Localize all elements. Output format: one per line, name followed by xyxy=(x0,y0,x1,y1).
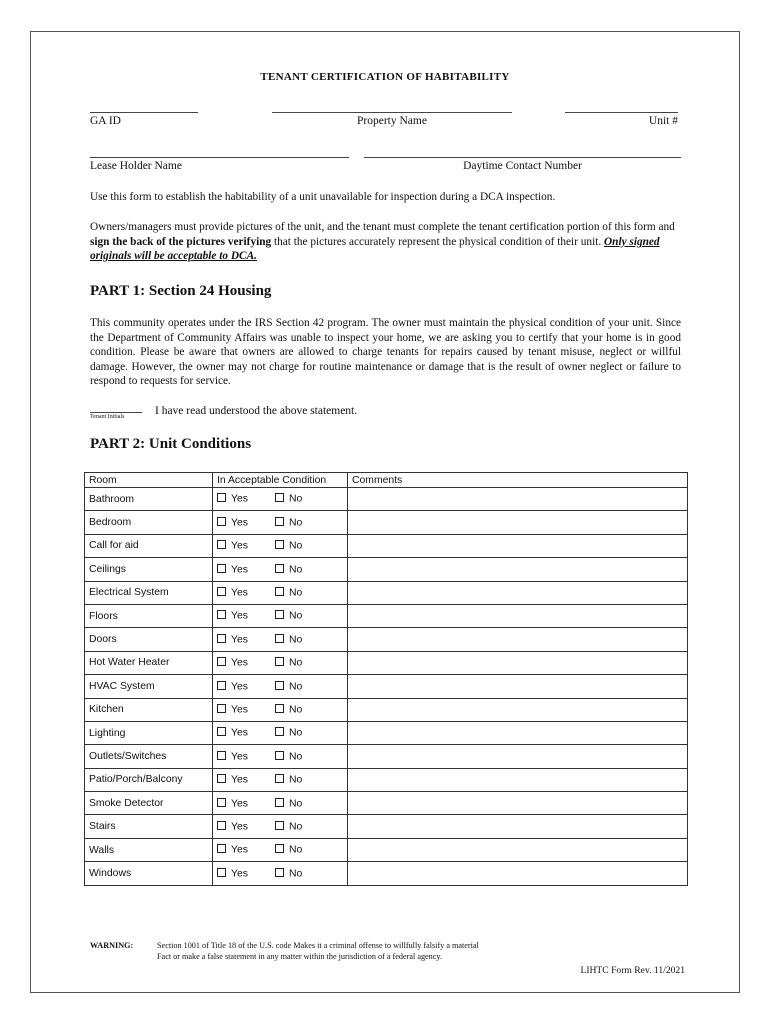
yes-option[interactable] xyxy=(217,657,275,669)
no-label: No xyxy=(289,587,303,599)
comments-cell[interactable] xyxy=(348,721,688,744)
checkbox-icon[interactable] xyxy=(217,727,226,736)
no-label: No xyxy=(289,868,303,880)
no-option[interactable] xyxy=(275,657,302,669)
room-name: Bathroom xyxy=(85,488,213,511)
checkbox-icon[interactable] xyxy=(217,704,226,713)
yes-label: Yes xyxy=(231,751,248,763)
table-row xyxy=(85,511,688,534)
yes-label: Yes xyxy=(231,540,248,552)
yes-option[interactable] xyxy=(217,634,275,646)
checkbox-icon[interactable] xyxy=(275,798,284,807)
no-option[interactable] xyxy=(275,493,302,505)
comments-cell[interactable] xyxy=(348,792,688,815)
comments-cell[interactable] xyxy=(348,604,688,627)
checkbox-icon[interactable] xyxy=(275,751,284,760)
checkbox-icon[interactable] xyxy=(275,868,284,877)
comments-cell[interactable] xyxy=(348,511,688,534)
checkbox-icon[interactable] xyxy=(217,798,226,807)
checkbox-icon[interactable] xyxy=(275,704,284,713)
warning-line-1: Section 1001 of Title 18 of the U.S. code Makes it a criminal offense to willfully falsify a material xyxy=(157,941,479,950)
header-comments: Comments xyxy=(348,473,688,488)
room-name: Doors xyxy=(85,628,213,651)
warning-label: WARNING: xyxy=(90,941,134,950)
table-row xyxy=(85,604,688,627)
condition-options xyxy=(213,838,348,861)
no-option[interactable] xyxy=(275,727,302,739)
checkbox-icon[interactable] xyxy=(275,517,284,526)
table-row xyxy=(85,651,688,674)
yes-option[interactable] xyxy=(217,681,275,693)
comments-cell[interactable] xyxy=(348,768,688,791)
room-name: Stairs xyxy=(85,815,213,838)
table-row xyxy=(85,815,688,838)
ga-id-label: GA ID xyxy=(90,115,121,127)
checkbox-icon[interactable] xyxy=(217,634,226,643)
comments-cell[interactable] xyxy=(348,488,688,511)
checkbox-icon[interactable] xyxy=(217,493,226,502)
part1-text: This community operates under the IRS Section 42 program. The owner must maintain the physical condition of your unit. Since the Department of Community Affairs was unable to inspect your home, we are asking you to certify that your home is in good condition. Please be aware that owners are allowed to charge tenants for repairs caused by tenant misuse, neglect or willful damage. However, the owner may not charge for routine maintenance or damage that is the result of owner neglect or failure to respond to requests for service. xyxy=(90,317,681,388)
condition-options xyxy=(213,604,348,627)
property-name-field[interactable] xyxy=(272,112,512,127)
no-label: No xyxy=(289,634,303,646)
intro-text: Use this form to establish the habitability of a unit unavailable for inspection during a DCA inspection. xyxy=(90,191,556,203)
no-option[interactable] xyxy=(275,587,302,599)
condition-options xyxy=(213,698,348,721)
checkbox-icon[interactable] xyxy=(275,681,284,690)
checkbox-icon[interactable] xyxy=(275,493,284,502)
table-row xyxy=(85,558,688,581)
no-label: No xyxy=(289,727,303,739)
no-label: No xyxy=(289,493,303,505)
comments-cell[interactable] xyxy=(348,698,688,721)
yes-option[interactable] xyxy=(217,727,275,739)
yes-label: Yes xyxy=(231,587,248,599)
table-row xyxy=(85,745,688,768)
form-page xyxy=(30,31,740,993)
condition-options xyxy=(213,581,348,604)
checkbox-icon[interactable] xyxy=(275,587,284,596)
form-title: TENANT CERTIFICATION OF HABITABILITY xyxy=(260,71,510,83)
yes-label: Yes xyxy=(231,821,248,833)
condition-options xyxy=(213,558,348,581)
owners-text-emphasis: Only signed originals will be acceptable to DCA. xyxy=(90,235,660,263)
comments-cell[interactable] xyxy=(348,628,688,651)
yes-option[interactable] xyxy=(217,821,275,833)
no-label: No xyxy=(289,681,303,693)
checkbox-icon[interactable] xyxy=(217,610,226,619)
no-label: No xyxy=(289,774,303,786)
room-name: Bedroom xyxy=(85,511,213,534)
checkbox-icon[interactable] xyxy=(275,634,284,643)
checkbox-icon[interactable] xyxy=(275,657,284,666)
checkbox-icon[interactable] xyxy=(217,821,226,830)
yes-label: Yes xyxy=(231,681,248,693)
comments-cell[interactable] xyxy=(348,534,688,557)
condition-options xyxy=(213,628,348,651)
header-condition: In Acceptable Condition xyxy=(213,473,348,488)
no-option[interactable] xyxy=(275,774,302,786)
table-row xyxy=(85,581,688,604)
room-name: Patio/Porch/Balcony xyxy=(85,768,213,791)
condition-options xyxy=(213,651,348,674)
room-name: Walls xyxy=(85,838,213,861)
room-name: HVAC System xyxy=(85,675,213,698)
no-option[interactable] xyxy=(275,540,302,552)
daytime-contact-field[interactable] xyxy=(364,157,681,172)
checkbox-icon[interactable] xyxy=(275,564,284,573)
checkbox-icon[interactable] xyxy=(217,868,226,877)
warning-notice xyxy=(90,940,479,962)
table-row xyxy=(85,675,688,698)
condition-options xyxy=(213,862,348,885)
daytime-contact-label: Daytime Contact Number xyxy=(463,160,582,172)
no-label: No xyxy=(289,751,303,763)
owners-text-bold: sign the back of the pictures verifying xyxy=(90,235,272,248)
table-row xyxy=(85,488,688,511)
checkbox-icon[interactable] xyxy=(217,774,226,783)
checkbox-icon[interactable] xyxy=(217,564,226,573)
comments-cell[interactable] xyxy=(348,815,688,838)
comments-cell[interactable] xyxy=(348,862,688,885)
yes-option[interactable] xyxy=(217,798,275,810)
no-option[interactable] xyxy=(275,517,302,529)
condition-options xyxy=(213,511,348,534)
checkbox-icon[interactable] xyxy=(275,727,284,736)
table-row xyxy=(85,721,688,744)
yes-option[interactable] xyxy=(217,868,275,880)
table-row xyxy=(85,698,688,721)
room-name: Outlets/Switches xyxy=(85,745,213,768)
part2-heading: PART 2: Unit Conditions xyxy=(90,436,252,452)
room-name: Electrical System xyxy=(85,581,213,604)
yes-option[interactable] xyxy=(217,774,275,786)
property-name-label: Property Name xyxy=(357,115,427,127)
condition-options xyxy=(213,534,348,557)
yes-label: Yes xyxy=(231,868,248,880)
no-option[interactable] xyxy=(275,868,302,880)
room-name: Ceilings xyxy=(85,558,213,581)
table-row xyxy=(85,792,688,815)
checkbox-icon[interactable] xyxy=(217,517,226,526)
checkbox-icon[interactable] xyxy=(217,657,226,666)
comments-cell[interactable] xyxy=(348,581,688,604)
comments-cell[interactable] xyxy=(348,558,688,581)
no-label: No xyxy=(289,657,303,669)
checkbox-icon[interactable] xyxy=(275,844,284,853)
table-header-row xyxy=(85,473,688,488)
yes-option[interactable] xyxy=(217,540,275,552)
checkbox-icon[interactable] xyxy=(217,540,226,549)
room-name: Smoke Detector xyxy=(85,792,213,815)
checkbox-icon[interactable] xyxy=(217,681,226,690)
no-label: No xyxy=(289,821,303,833)
checkbox-icon[interactable] xyxy=(275,774,284,783)
yes-option[interactable] xyxy=(217,564,275,576)
room-name: Kitchen xyxy=(85,698,213,721)
yes-label: Yes xyxy=(231,727,248,739)
tenant-initials-field[interactable] xyxy=(90,412,142,420)
checkbox-icon[interactable] xyxy=(275,610,284,619)
comments-cell[interactable] xyxy=(348,745,688,768)
warning-line-2: Fact or make a false statement in any matter within the jurisdiction of a federal agency. xyxy=(157,952,443,961)
yes-label: Yes xyxy=(231,798,248,810)
no-option[interactable] xyxy=(275,610,302,622)
owners-text-1: Owners/managers must provide pictures of the unit, and the tenant must complete the tenant certification portion of this form and xyxy=(90,221,675,233)
yes-label: Yes xyxy=(231,704,248,716)
yes-label: Yes xyxy=(231,657,248,669)
checkbox-icon[interactable] xyxy=(217,844,226,853)
comments-cell[interactable] xyxy=(348,838,688,861)
condition-options xyxy=(213,768,348,791)
owners-text-2: that the pictures accurately represent the physical condition of their unit. xyxy=(271,235,604,248)
comments-cell[interactable] xyxy=(348,651,688,674)
unit-label: Unit # xyxy=(648,115,678,127)
owners-paragraph xyxy=(90,220,681,264)
no-option[interactable] xyxy=(275,681,302,693)
no-option[interactable] xyxy=(275,798,302,810)
no-label: No xyxy=(289,844,303,856)
condition-options xyxy=(213,721,348,744)
table-row xyxy=(85,838,688,861)
no-option[interactable] xyxy=(275,751,302,763)
form-revision: LIHTC Form Rev. 11/2021 xyxy=(580,965,685,976)
no-option[interactable] xyxy=(275,564,302,576)
no-label: No xyxy=(289,704,303,716)
condition-options xyxy=(213,815,348,838)
no-option[interactable] xyxy=(275,821,302,833)
room-name: Lighting xyxy=(85,721,213,744)
table-row xyxy=(85,628,688,651)
yes-label: Yes xyxy=(231,517,248,529)
lease-holder-field[interactable] xyxy=(90,157,349,172)
yes-label: Yes xyxy=(231,774,248,786)
unit-field[interactable] xyxy=(565,112,678,127)
room-name: Call for aid xyxy=(85,534,213,557)
yes-option[interactable] xyxy=(217,610,275,622)
room-name: Floors xyxy=(85,604,213,627)
table-row xyxy=(85,768,688,791)
yes-option[interactable] xyxy=(217,587,275,599)
no-label: No xyxy=(289,610,303,622)
yes-option[interactable] xyxy=(217,493,275,505)
condition-options xyxy=(213,745,348,768)
yes-label: Yes xyxy=(231,634,248,646)
room-name: Hot Water Heater xyxy=(85,651,213,674)
table-row xyxy=(85,534,688,557)
part1-heading: PART 1: Section 24 Housing xyxy=(90,283,272,299)
yes-option[interactable] xyxy=(217,751,275,763)
checkbox-icon[interactable] xyxy=(217,587,226,596)
yes-option[interactable] xyxy=(217,517,275,529)
acknowledgement-statement: I have read understood the above statement. xyxy=(155,405,358,417)
header-room: Room xyxy=(85,473,213,488)
no-label: No xyxy=(289,540,303,552)
no-label: No xyxy=(289,564,303,576)
checkbox-icon[interactable] xyxy=(275,821,284,830)
lease-holder-label: Lease Holder Name xyxy=(90,160,182,172)
condition-options xyxy=(213,792,348,815)
no-option[interactable] xyxy=(275,634,302,646)
tenant-initials-label: Tenant Initials xyxy=(90,414,125,420)
no-option[interactable] xyxy=(275,704,302,716)
yes-label: Yes xyxy=(231,610,248,622)
no-option[interactable] xyxy=(275,844,302,856)
comments-cell[interactable] xyxy=(348,675,688,698)
condition-options xyxy=(213,675,348,698)
yes-option[interactable] xyxy=(217,704,275,716)
yes-label: Yes xyxy=(231,493,248,505)
checkbox-icon[interactable] xyxy=(217,751,226,760)
checkbox-icon[interactable] xyxy=(275,540,284,549)
no-label: No xyxy=(289,798,303,810)
room-name: Windows xyxy=(85,862,213,885)
condition-options xyxy=(213,488,348,511)
table-row xyxy=(85,862,688,885)
yes-label: Yes xyxy=(231,564,248,576)
ga-id-field[interactable] xyxy=(90,112,198,127)
no-label: No xyxy=(289,517,303,529)
yes-option[interactable] xyxy=(217,844,275,856)
yes-label: Yes xyxy=(231,844,248,856)
unit-conditions-table xyxy=(84,472,688,886)
